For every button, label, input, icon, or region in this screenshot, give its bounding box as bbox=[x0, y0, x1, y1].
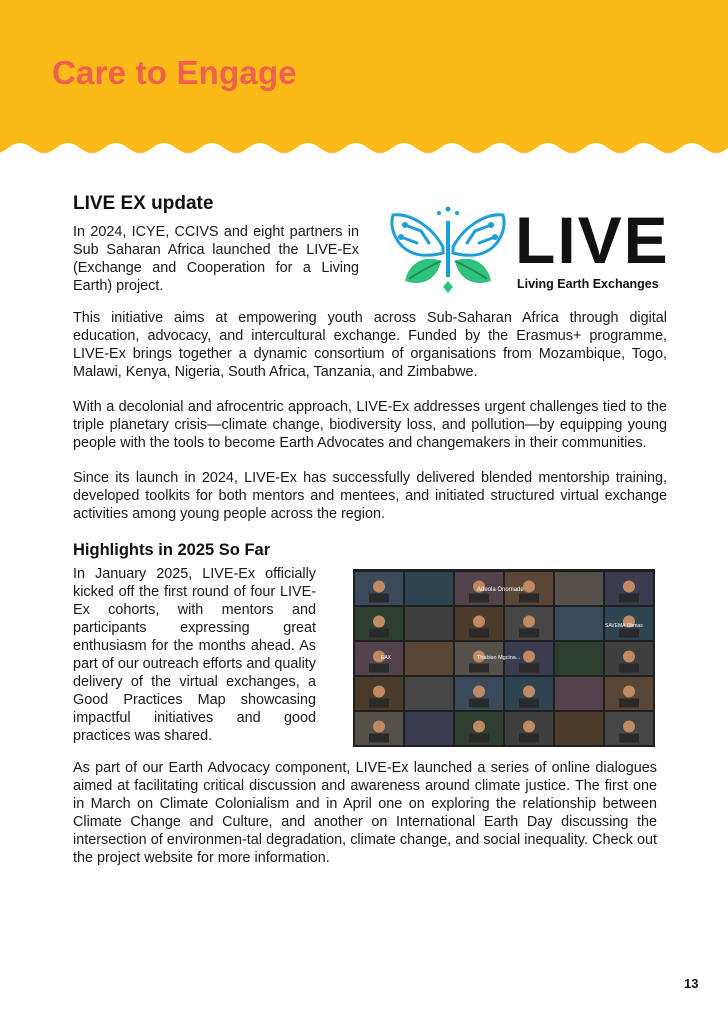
paragraph-initiative: This initiative aims at empowering youth across Sub-Saharan Africa through digital education, advocacy, and intercultural exchange. Funded by the Erasmus+ programme, LIVE-Ex brings together a dynamic consortium of organisations from Mozambique, Togo, Malawi, Kenya, Nigeria, South Africa, Tanzania, and Zimbabwe. bbox=[73, 310, 667, 380]
participant-body bbox=[469, 629, 489, 638]
page-title: Care to Engage bbox=[52, 54, 297, 91]
participant-body bbox=[519, 734, 539, 743]
advocacy-paragraph: As part of our Earth Advocacy component, LIVE-Ex launched a series of online dialogues aimed at facilitating critical discussion and awareness around climate justice. The first one in March on Climate Colonialism and in April one on exploring the relationship between Climate Change and Culture, and another on International Earth Day discussing the intersection of environmen-tal degradation, climate change, and social inequality. Check out the project website for more information. bbox=[73, 760, 657, 866]
participant-body bbox=[369, 699, 389, 708]
video-call-grid bbox=[353, 569, 655, 747]
participant-avatar bbox=[473, 721, 485, 733]
participant-body bbox=[619, 594, 639, 603]
logo-subtitle: Living Earth Exchanges bbox=[517, 277, 659, 291]
participant-tile bbox=[405, 607, 453, 640]
participant-avatar bbox=[623, 721, 635, 733]
highlights-row bbox=[73, 565, 667, 747]
participant-avatar bbox=[523, 581, 535, 593]
participant-avatar bbox=[373, 616, 385, 628]
paragraph-achievements: Since its launch in 2024, LIVE-Ex has successfully delivered blended mentorship training, developed toolkits for both mentors and mentees, and initiated structured virtual exchange activities among young people across the region. bbox=[73, 470, 667, 522]
participant-body bbox=[619, 734, 639, 743]
speaker-name-label: Adeola Onomade bbox=[477, 587, 524, 593]
participant-tile bbox=[405, 712, 453, 745]
participant-body bbox=[469, 699, 489, 708]
tile-label-a: SAVEMA Obmas bbox=[605, 623, 643, 629]
participant-body bbox=[369, 594, 389, 603]
participant-avatar bbox=[623, 686, 635, 698]
participant-avatar bbox=[523, 721, 535, 733]
tile-label-b: EAX bbox=[381, 655, 392, 661]
participant-avatar bbox=[373, 686, 385, 698]
tile-label-c: Thabiso Mgcina... bbox=[477, 655, 521, 661]
live-logo bbox=[383, 203, 670, 303]
intro-paragraph: In 2024, ICYE, CCIVS and eight partners in Sub Saharan Africa launched the LIVE-Ex (Exchange and Cooperation for a Living Earth) project. bbox=[73, 224, 359, 294]
participant-body bbox=[369, 734, 389, 743]
participant-avatar bbox=[623, 581, 635, 593]
highlights-text-block bbox=[73, 565, 316, 747]
highlights-paragraph: In January 2025, LIVE-Ex officially kicked off the first round of four LIVE-Ex cohorts, with mentors and participants expressing great enthusiasm for the months ahead. As part of our outreach efforts and quality delivery of the virtual exchanges, a Good Practices Map showcasing impactful initiatives and good practices was shared. bbox=[73, 566, 316, 744]
participant-body bbox=[469, 734, 489, 743]
participant-tile bbox=[555, 712, 603, 745]
participant-tile bbox=[555, 677, 603, 710]
participant-body bbox=[469, 594, 489, 603]
paragraph-approach: With a decolonial and afrocentric approach, LIVE-Ex addresses urgent challenges tied to the triple planetary crisis—climate change, biodiversity loss, and pollution—by equipping young people with the tools to become Earth Advocates and changemakers in their communities. bbox=[73, 399, 667, 451]
participant-tile bbox=[405, 572, 453, 605]
logo-wordmark: LIVE bbox=[515, 203, 670, 277]
highlights-heading: Highlights in 2025 So Far bbox=[73, 541, 271, 559]
participant-avatar bbox=[523, 616, 535, 628]
participant-avatar bbox=[373, 581, 385, 593]
participant-body bbox=[369, 664, 389, 673]
participant-body bbox=[619, 664, 639, 673]
participant-body bbox=[519, 699, 539, 708]
participant-avatar bbox=[473, 686, 485, 698]
participant-body bbox=[619, 699, 639, 708]
participant-body bbox=[469, 664, 489, 673]
participant-tile bbox=[555, 572, 603, 605]
participant-body bbox=[519, 594, 539, 603]
participant-avatar bbox=[523, 651, 535, 663]
intro-block bbox=[73, 223, 359, 303]
page-number: 13 bbox=[684, 976, 699, 991]
main-content bbox=[73, 193, 670, 867]
butterfly-circuit-icon bbox=[383, 203, 513, 299]
participant-tile bbox=[555, 642, 603, 675]
video-call-screenshot bbox=[353, 569, 655, 747]
participant-tile bbox=[555, 607, 603, 640]
participant-tile bbox=[405, 642, 453, 675]
participant-body bbox=[519, 629, 539, 638]
participant-body bbox=[619, 629, 639, 638]
section-heading: LIVE EX update bbox=[73, 193, 214, 214]
participant-avatar bbox=[523, 686, 535, 698]
participant-avatar bbox=[373, 721, 385, 733]
participant-tile bbox=[405, 677, 453, 710]
participant-avatar bbox=[473, 616, 485, 628]
participant-body bbox=[369, 629, 389, 638]
participant-avatar bbox=[623, 651, 635, 663]
participant-body bbox=[519, 664, 539, 673]
